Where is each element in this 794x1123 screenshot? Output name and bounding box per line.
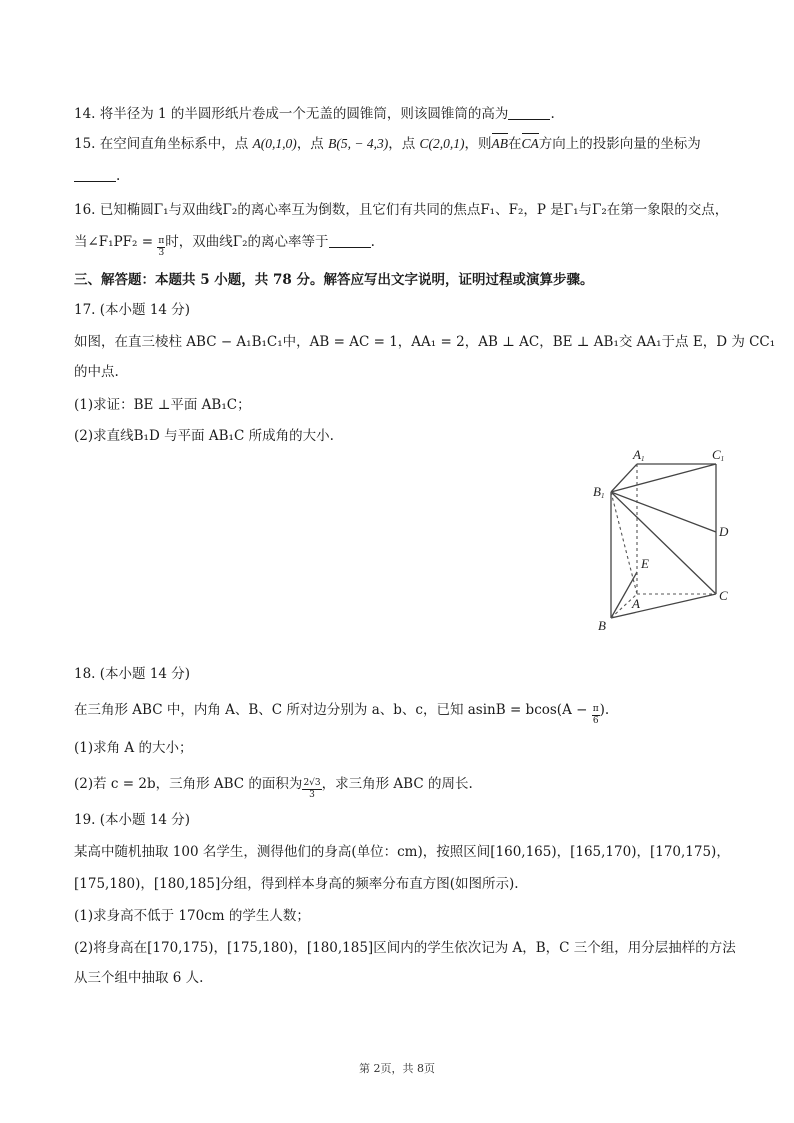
- question-19-part-2-cont: 从三个组中抽取 6 人.: [74, 970, 204, 986]
- fraction-denominator: 3: [309, 790, 315, 800]
- edge-b1-c: [611, 492, 716, 594]
- q18-text: (2)若 c = 2b，三角形 ABC 的面积为: [74, 776, 303, 792]
- label-e: E: [641, 556, 649, 571]
- period: .: [370, 234, 375, 250]
- fraction-pi-6: [592, 704, 600, 727]
- label-a1: A1: [633, 447, 645, 463]
- fraction-numerator: π: [592, 704, 599, 714]
- question-14: [74, 104, 555, 124]
- label-c1: C1: [712, 447, 725, 463]
- vector-arrow-icon: [522, 133, 539, 135]
- page-footer: 第 2页，共 8页: [359, 1062, 435, 1075]
- point-c: C(2,0,1): [419, 136, 465, 151]
- vector-arrow-icon: [492, 133, 509, 135]
- question-17-line-2: 的中点.: [74, 364, 119, 380]
- label-b1: B1: [593, 484, 605, 500]
- question-18-header: 18. (本小题 14 分): [74, 666, 191, 682]
- label-d: D: [719, 524, 729, 539]
- point-b: B(5, − 4,3): [328, 136, 389, 151]
- question-14-text: 14. 将半径为 1 的半圆形纸片卷成一个无盖的圆锥筒，则该圆锥筒的高为: [74, 106, 509, 122]
- edge-b1-a1: [611, 464, 637, 492]
- question-15-answer-line: [74, 166, 120, 186]
- question-17-line-1: 如图，在直三棱柱 ABC − A₁B₁C₁中，AB = AC = 1，AA₁ = 2，AB ⊥ AC，BE ⊥ AB₁交 AA₁于点 E，D 为 CC₁: [74, 334, 776, 350]
- question-19-line-1: 某高中随机抽取 100 名学生，测得他们的身高(单位：cm)，按照区间[160,165)，[165,170)，[170,175)，: [74, 844, 730, 860]
- fraction-denominator: 6: [592, 716, 599, 726]
- question-17-part-2: (2)求直线B₁D 与平面 AB₁C 所成角的大小.: [74, 428, 334, 444]
- question-18-line-1: [74, 700, 609, 727]
- fraction-area: [302, 778, 321, 801]
- q18-text: 在三角形 ABC 中，内角 A、B、C 所对边分别为 a、b、c，已知 asinB = bcos(A −: [74, 702, 592, 718]
- question-19-part-1: (1)求身高不低于 170cm 的学生人数；: [74, 908, 310, 924]
- vector-ca-label: CA: [521, 136, 539, 151]
- prism-figure: [586, 444, 746, 634]
- q18-text: ，求三角形 ABC 的周长.: [321, 776, 473, 792]
- fraction-numerator: 2√3: [303, 778, 321, 788]
- q15-text: 15. 在空间直角坐标系中，点: [74, 136, 253, 152]
- q18-text: ).: [599, 702, 610, 718]
- period: .: [550, 106, 555, 122]
- label-a: A: [632, 596, 640, 611]
- vector-ab-label: AB: [491, 136, 509, 151]
- question-15: [74, 134, 701, 154]
- question-17-header: 17. (本小题 14 分): [74, 302, 191, 318]
- point-a: A(0,1,0): [252, 136, 297, 151]
- q16-text: 16. 已知椭圆Γ₁与双曲线Γ₂的离心率互为倒数，且它们有共同的焦点F₁、F₂，P 是Γ₁与Γ₂在第一象限的交点，: [74, 202, 729, 218]
- edge-b-c: [611, 594, 716, 618]
- answer-blank: [74, 167, 116, 182]
- question-19-part-2: (2)将身高在[170,175)，[175,180)，[180,185]区间内的学生依次记为 A，B，C 三个组，用分层抽样的方法: [74, 940, 736, 956]
- label-b: B: [598, 618, 606, 633]
- question-19-header: 19. (本小题 14 分): [74, 812, 191, 828]
- vector-ab: [492, 134, 509, 154]
- edge-b1-d: [611, 492, 716, 532]
- question-18-part-2: [74, 774, 473, 801]
- question-18-part-1: (1)求角 A 的大小；: [74, 740, 193, 756]
- q16-text: 时，双曲线Γ₂的离心率等于: [165, 234, 329, 250]
- q15-text: 在: [508, 136, 522, 152]
- edge-b1-c1: [611, 464, 716, 492]
- q15-text: ，则: [464, 136, 492, 152]
- q15-text: ，点: [296, 136, 329, 152]
- question-16-line-2: [74, 232, 375, 259]
- question-19-line-2: [175,180)，[180,185]分组，得到样本身高的频率分布直方图(如图所示).: [74, 876, 519, 892]
- q16-text: 当∠F₁PF₂ =: [74, 234, 158, 250]
- label-c: C: [719, 588, 728, 603]
- question-16-line-1: [74, 200, 728, 220]
- fraction-numerator: π: [158, 236, 165, 246]
- q15-text: 方向上的投影向量的坐标为: [538, 136, 701, 152]
- fraction-denominator: 3: [158, 248, 165, 258]
- answer-blank: [329, 233, 371, 248]
- q15-text: ，点: [388, 136, 420, 152]
- section-3-heading: 三、解答题：本题共 5 小题，共 78 分。解答应写出文字说明，证明过程或演算步骤。: [74, 272, 594, 288]
- answer-blank: [508, 105, 550, 120]
- question-17-part-1: (1)求证：BE ⊥平面 AB₁C；: [74, 397, 251, 413]
- period: .: [116, 168, 121, 184]
- vector-ca: [522, 134, 539, 154]
